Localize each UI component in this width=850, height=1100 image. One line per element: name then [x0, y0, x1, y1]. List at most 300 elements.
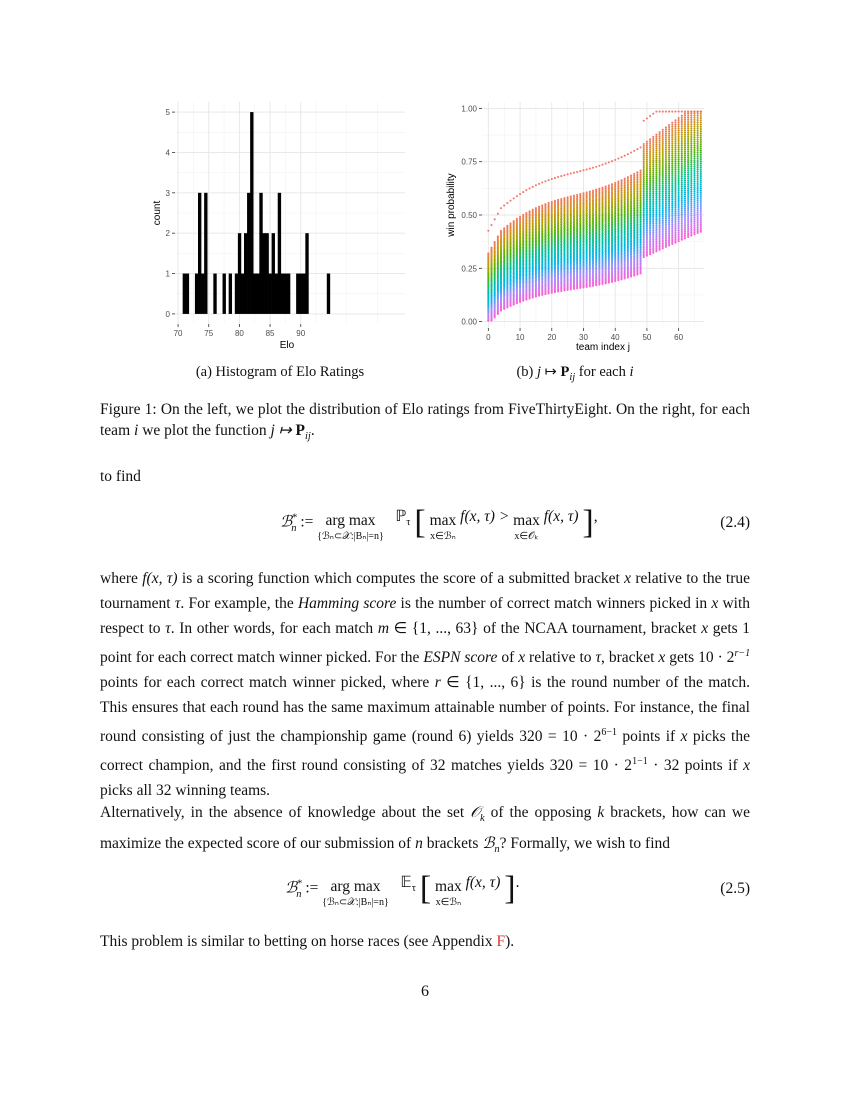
scatter-point — [665, 151, 667, 153]
scatter-point — [652, 140, 654, 142]
scatter-point — [652, 222, 654, 224]
scatter-point — [662, 131, 664, 133]
scatter-point — [674, 191, 676, 193]
scatter-point — [700, 132, 702, 134]
scatter-point — [678, 155, 680, 157]
scatter-point — [665, 196, 667, 198]
scatter-point — [662, 215, 664, 217]
scatter-point — [671, 195, 673, 197]
scatter-point — [659, 210, 661, 212]
scatter-point — [690, 112, 692, 114]
scatter-point — [659, 215, 661, 217]
scatter-point — [659, 249, 661, 251]
scatter-point — [674, 165, 676, 167]
scatter-point — [671, 212, 673, 214]
scatter-point — [671, 157, 673, 159]
scatter-point — [643, 157, 645, 159]
scatter-point — [690, 208, 692, 210]
scatter-point — [659, 135, 661, 137]
scatter-point — [681, 157, 683, 159]
scatter-point — [655, 215, 657, 217]
scatter-point — [655, 161, 657, 163]
scatter-point — [659, 163, 661, 165]
scatter-point — [649, 222, 651, 224]
scatter-point — [598, 284, 600, 286]
scatter-point — [655, 204, 657, 206]
scatter-point — [687, 229, 689, 231]
scatter-point — [655, 226, 657, 228]
scatter-point — [678, 215, 680, 217]
scatter-point — [662, 208, 664, 210]
scatter-point — [630, 151, 632, 153]
scatter-point — [665, 171, 667, 173]
scatter-point — [671, 144, 673, 146]
scatter-point — [671, 214, 673, 216]
scatter-point — [693, 191, 695, 193]
scatter-point — [620, 278, 622, 280]
scatter-point — [671, 142, 673, 144]
scatter-point — [678, 169, 680, 171]
scatter-point — [652, 210, 654, 212]
scatter-point — [662, 230, 664, 232]
scatter-point — [659, 175, 661, 177]
scatter-point — [684, 159, 686, 161]
scatter-point — [697, 181, 699, 183]
scatter-point — [697, 158, 699, 160]
scatter-point — [662, 221, 664, 223]
scatter-point — [652, 204, 654, 206]
histogram-bar — [241, 274, 244, 314]
scatter-point — [649, 202, 651, 204]
scatter-point — [652, 175, 654, 177]
scatter-point — [659, 131, 661, 133]
scatter-point — [684, 134, 686, 136]
scatter-point — [652, 211, 654, 213]
scatter-point — [684, 117, 686, 119]
scatter-point — [633, 150, 635, 152]
scatter-point — [649, 173, 651, 175]
scatter-point — [652, 224, 654, 226]
equation-number: (2.5) — [720, 880, 750, 897]
scatter-point — [668, 218, 670, 220]
scatter-point — [649, 185, 651, 187]
scatter-point — [649, 179, 651, 181]
scatter-point — [668, 225, 670, 227]
scatter-point — [678, 134, 680, 136]
scatter-point — [681, 232, 683, 234]
appendix-f-link[interactable]: F — [496, 933, 506, 950]
scatter-point — [646, 152, 648, 154]
scatter-point — [674, 231, 676, 233]
scatter-point — [690, 144, 692, 146]
scatter-point — [652, 200, 654, 202]
scatter-point — [652, 152, 654, 154]
scatter-point — [522, 191, 524, 193]
scatter-point — [690, 206, 692, 208]
scatter-point — [684, 209, 686, 211]
scatter-point — [655, 223, 657, 225]
scatter-point — [646, 145, 648, 147]
scatter-point — [652, 160, 654, 162]
scatter-point — [665, 230, 667, 232]
scatter-point — [659, 226, 661, 228]
scatter-point — [693, 147, 695, 149]
scatter-point — [681, 146, 683, 148]
scatter-point — [649, 208, 651, 210]
scatter-point — [681, 179, 683, 181]
scatter-point — [681, 197, 683, 199]
scatter-point — [700, 124, 702, 126]
scatter-point — [617, 279, 619, 281]
scatter-point — [570, 288, 572, 290]
scatter-point — [690, 192, 692, 194]
scatter-point — [681, 171, 683, 173]
scatter-point — [687, 144, 689, 146]
scatter-point — [649, 204, 651, 206]
scatter-point — [697, 199, 699, 201]
scatter-point — [678, 195, 680, 197]
scatter-point — [643, 211, 645, 213]
scatter-point — [655, 221, 657, 223]
scatter-point — [678, 224, 680, 226]
scatter-point — [678, 211, 680, 213]
scatter-point — [687, 136, 689, 138]
scatter-point — [674, 163, 676, 165]
scatter-point — [671, 191, 673, 193]
scatter-point — [681, 219, 683, 221]
scatter-point — [674, 229, 676, 231]
equation-number: (2.4) — [720, 514, 750, 531]
scatter-point — [687, 140, 689, 142]
scatter-point — [697, 197, 699, 199]
scatter-point — [643, 224, 645, 226]
scatter-point — [646, 208, 648, 210]
scatter-point — [687, 188, 689, 190]
scatter-point — [662, 204, 664, 206]
scatter-point — [687, 200, 689, 202]
scatter-point — [624, 155, 626, 157]
scatter-point — [700, 134, 702, 136]
scatter-point — [646, 181, 648, 183]
histogram-bar — [223, 274, 226, 314]
scatter-point — [652, 146, 654, 148]
scatter-point — [513, 304, 515, 306]
scatter-point — [662, 223, 664, 225]
scatter-point — [646, 255, 648, 257]
scatter-point — [674, 218, 676, 220]
scatter-point — [652, 252, 654, 254]
scatter-point — [671, 218, 673, 220]
scatter-point — [697, 232, 699, 234]
scatter-point — [700, 147, 702, 149]
scatter-point — [671, 183, 673, 185]
histogram-bar — [235, 274, 238, 314]
scatter-point — [643, 168, 645, 170]
scatter-point — [665, 157, 667, 159]
scatter-point — [665, 221, 667, 223]
scatter-point — [662, 129, 664, 131]
scatter-point — [693, 197, 695, 199]
scatter-point — [582, 169, 584, 171]
scatter-point — [678, 173, 680, 175]
histogram-bar — [247, 193, 250, 314]
scatter-point — [693, 209, 695, 211]
scatter-point — [659, 157, 661, 159]
scatter-point — [690, 226, 692, 228]
scatter-point — [601, 283, 603, 285]
scatter-point — [659, 183, 661, 185]
scatter-point — [671, 165, 673, 167]
scatter-point — [681, 117, 683, 119]
scatter-point — [643, 256, 645, 258]
scatter-point — [681, 226, 683, 228]
scatter-point — [690, 125, 692, 127]
scatter-point — [700, 162, 702, 164]
scatter-point — [697, 209, 699, 211]
scatter-point — [697, 225, 699, 227]
scatter-point — [649, 211, 651, 213]
scatter-point — [643, 220, 645, 222]
scatter-point — [681, 215, 683, 217]
scatter-point — [690, 127, 692, 129]
scatter-point — [659, 139, 661, 141]
scatter-point — [659, 167, 661, 169]
scatter-point — [554, 291, 556, 293]
histogram-bar — [327, 274, 330, 314]
text-to-find: to find — [100, 468, 141, 485]
scatter-point — [697, 177, 699, 179]
scatter-point — [655, 173, 657, 175]
scatter-point — [693, 115, 695, 117]
scatter-point — [674, 224, 676, 226]
scatter-point — [690, 235, 692, 237]
scatter-point — [662, 173, 664, 175]
scatter-point — [646, 222, 648, 224]
scatter-point — [697, 205, 699, 207]
scatter-point — [690, 220, 692, 222]
scatter-point — [665, 189, 667, 191]
x-tick-label: 40 — [610, 333, 620, 342]
histogram-bar — [287, 274, 290, 314]
scatter-point — [646, 158, 648, 160]
x-tick-label: 60 — [674, 333, 684, 342]
scatter-point — [665, 217, 667, 219]
scatter-point — [693, 205, 695, 207]
scatter-point — [671, 148, 673, 150]
scatter-point — [684, 200, 686, 202]
scatter-point — [620, 156, 622, 158]
scatter-point — [668, 206, 670, 208]
scatter-point — [646, 166, 648, 168]
scatter-point — [662, 191, 664, 193]
scatter-point — [557, 290, 559, 292]
scatter-point — [690, 212, 692, 214]
scatter-point — [678, 165, 680, 167]
scatter-point — [652, 113, 654, 115]
scatter-point — [516, 302, 518, 304]
scatter-point — [570, 172, 572, 174]
scatter-point — [589, 168, 591, 170]
scatter-point — [652, 226, 654, 228]
scatter-point — [678, 130, 680, 132]
scatter-point — [649, 213, 651, 215]
scatter-point — [668, 124, 670, 126]
scatter-point — [697, 119, 699, 121]
paragraph-alternatively: Alternatively, in the absence of knowledge about the set 𝒪$_k$ of the opposing k brackets, how can we maximize the expected score of our submission of n brackets ℬ$_n$? Formally, we wish to find — [100, 804, 751, 856]
scatter-point — [700, 171, 702, 173]
scatter-point — [665, 165, 667, 167]
histogram-bar — [269, 274, 272, 314]
scatter-point — [652, 221, 654, 223]
scatter-point — [659, 225, 661, 227]
scatter-point — [659, 208, 661, 210]
scatter-point — [665, 167, 667, 169]
scatter-point — [674, 226, 676, 228]
scatter-point — [697, 151, 699, 153]
scatter-point — [665, 175, 667, 177]
scatter-point — [684, 136, 686, 138]
scatter-point — [690, 194, 692, 196]
scatter-point — [655, 179, 657, 181]
scatter-point — [671, 201, 673, 203]
scatter-point — [652, 142, 654, 144]
scatter-point — [643, 145, 645, 147]
scatter-point — [681, 228, 683, 230]
scatter-point — [671, 140, 673, 142]
scatter-point — [690, 168, 692, 170]
scatter-point — [659, 191, 661, 193]
scatter-point — [662, 151, 664, 153]
scatter-point — [646, 141, 648, 143]
scatter-point — [665, 210, 667, 212]
scatter-point — [687, 192, 689, 194]
scatter-point — [659, 159, 661, 161]
scatter-point — [582, 286, 584, 288]
scatter-point — [662, 228, 664, 230]
histogram-bar — [272, 233, 275, 314]
scatter-point — [687, 159, 689, 161]
scatter-point — [678, 217, 680, 219]
scatter-point — [697, 130, 699, 132]
scatter-point — [662, 210, 664, 212]
scatter-point — [646, 143, 648, 145]
scatter-point — [674, 211, 676, 213]
scatter-point — [579, 170, 581, 172]
scatter-point — [684, 150, 686, 152]
scatter-point — [646, 228, 648, 230]
scatter-point — [687, 138, 689, 140]
scatter-point — [652, 154, 654, 156]
scatter-point — [678, 119, 680, 121]
scatter-point — [579, 287, 581, 289]
scatter-point — [678, 181, 680, 183]
scatter-point — [684, 211, 686, 213]
scatter-point — [687, 214, 689, 216]
scatter-point — [643, 213, 645, 215]
scatter-point — [668, 223, 670, 225]
scatter-point — [497, 213, 499, 215]
histogram-bar — [302, 274, 305, 314]
scatter-point — [646, 211, 648, 213]
scatter-point — [589, 285, 591, 287]
scatter-point — [659, 204, 661, 206]
histogram-bar — [238, 233, 241, 314]
scatter-point — [665, 204, 667, 206]
scatter-point — [681, 224, 683, 226]
scatter-point — [684, 169, 686, 171]
scatter-point — [503, 308, 505, 310]
scatter-point — [681, 211, 683, 213]
scatter-point — [684, 217, 686, 219]
scatter-point — [674, 150, 676, 152]
scatter-point — [668, 210, 670, 212]
scatter-point — [668, 200, 670, 202]
scatter-point — [700, 173, 702, 175]
scatter-point — [693, 170, 695, 172]
scatter-point — [655, 230, 657, 232]
scatter-point — [665, 137, 667, 139]
histogram-bar — [198, 193, 201, 314]
scatter-point — [649, 230, 651, 232]
scatter-point — [668, 227, 670, 229]
scatter-point — [668, 208, 670, 210]
scatter-point — [671, 222, 673, 224]
scatter-point — [697, 183, 699, 185]
scatter-point — [655, 153, 657, 155]
x-tick-label: 85 — [265, 329, 275, 338]
scatter-point — [681, 148, 683, 150]
scatter-point — [662, 157, 664, 159]
scatter-point — [649, 138, 651, 140]
scatter-point — [684, 221, 686, 223]
scatter-point — [652, 183, 654, 185]
scatter-point — [662, 165, 664, 167]
scatter-point — [643, 183, 645, 185]
scatter-point — [687, 129, 689, 131]
scatter-point — [519, 193, 521, 195]
scatter-point — [643, 215, 645, 217]
scatter-point — [662, 202, 664, 204]
scatter-point — [690, 140, 692, 142]
scatter-point — [700, 188, 702, 190]
scatter-point — [649, 148, 651, 150]
scatter-point — [678, 171, 680, 173]
scatter-point — [674, 185, 676, 187]
scatter-point — [500, 310, 502, 312]
scatter-point — [655, 134, 657, 136]
scatter-point — [649, 175, 651, 177]
scatter-point — [662, 143, 664, 145]
scatter-point — [649, 224, 651, 226]
scatter-point — [693, 189, 695, 191]
scatter-point — [662, 217, 664, 219]
scatter-point — [665, 216, 667, 218]
scatter-point — [678, 148, 680, 150]
scatter-point — [652, 228, 654, 230]
scatter-point — [687, 204, 689, 206]
scatter-point — [697, 145, 699, 147]
scatter-point — [659, 189, 661, 191]
scatter-point — [671, 206, 673, 208]
scatter-point — [674, 220, 676, 222]
y-tick-label: 4 — [165, 148, 170, 158]
scatter-point — [659, 179, 661, 181]
scatter-point — [662, 206, 664, 208]
scatter-point — [684, 132, 686, 134]
scatter-point — [655, 142, 657, 144]
scatter-point — [665, 159, 667, 161]
scatter-point — [538, 295, 540, 297]
